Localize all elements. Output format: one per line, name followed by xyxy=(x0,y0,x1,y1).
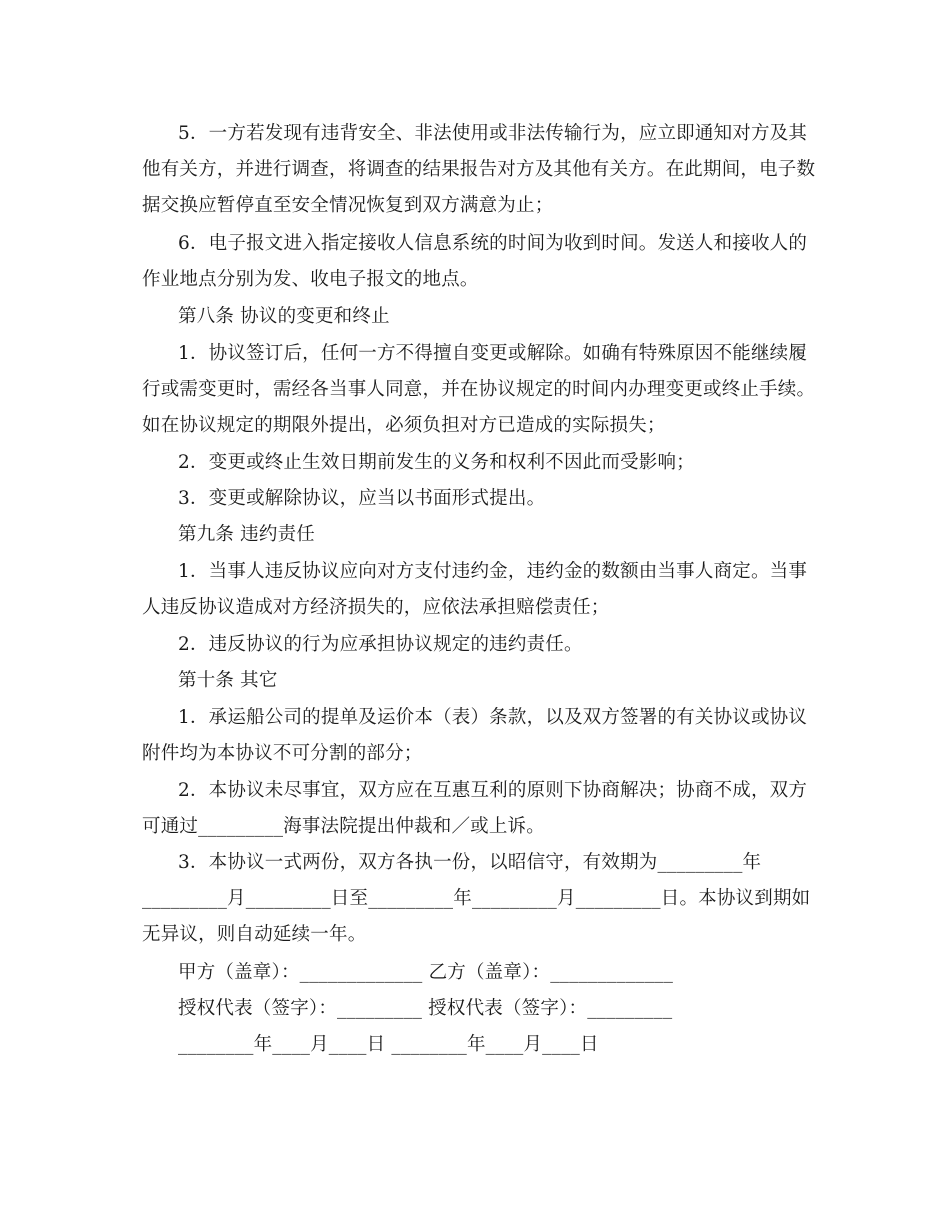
paragraph-line: 可通过_________海事法院提出仲裁和／或上诉。 xyxy=(142,816,545,837)
section-heading: 第八条 协议的变更和终止 xyxy=(178,306,390,327)
paragraph-line: 2．变更或终止生效日期前发生的义务和权利不因此而受影响； xyxy=(178,452,695,473)
paragraph-line: 1．承运船公司的提单及运价本（表）条款，以及双方签署的有关协议或协议 xyxy=(178,707,808,728)
paragraph-line: 人违反协议造成对方经济损失的，应依法承担赔偿责任； xyxy=(142,597,610,618)
signature-date-line: ________年____月____日 ________年____月____日 xyxy=(178,1034,599,1055)
paragraph-line: 6．电子报文进入指定接收人信息系统的时间为收到时间。发送人和接收人的 xyxy=(178,233,808,254)
section-heading: 第九条 违约责任 xyxy=(178,524,315,545)
paragraph-line: 3．变更或解除协议，应当以书面形式提出。 xyxy=(178,488,546,509)
section-heading: 第十条 其它 xyxy=(178,670,278,691)
paragraph-line: _________月_________日至_________年_________月_________日。本协议到期如 xyxy=(142,888,811,909)
paragraph-line: 作业地点分别为发、收电子报文的地点。 xyxy=(142,269,479,290)
paragraph-line: 1．当事人违反协议应向对方支付违约金，违约金的数额由当事人商定。当事 xyxy=(178,561,808,582)
signature-party-line: 甲方（盖章）：_____________ 乙方（盖章）：_____________ xyxy=(178,962,674,983)
paragraph-line: 2．本协议未尽事宜，双方应在互惠互利的原则下协商解决；协商不成，双方 xyxy=(178,780,808,801)
paragraph-line: 附件均为本协议不可分割的部分； xyxy=(142,743,423,764)
paragraph-line: 无异议，则自动延续一年。 xyxy=(142,924,367,945)
paragraph-line: 据交换应暂停直至安全情况恢复到双方满意为止； xyxy=(142,195,554,216)
paragraph-line: 5．一方若发现有违背安全、非法使用或非法传输行为，应立即通知对方及其 xyxy=(178,123,808,144)
paragraph-line: 行或需变更时，需经各当事人同意，并在协议规定的时间内办理变更或终止手续。 xyxy=(142,379,816,400)
paragraph-line: 1．协议签订后，任何一方不得擅自变更或解除。如确有特殊原因不能继续履 xyxy=(178,343,808,364)
paragraph-line: 如在协议规定的期限外提出，必须负担对方已造成的实际损失； xyxy=(142,415,666,436)
paragraph-line: 他有关方，并进行调查，将调查的结果报告对方及其他有关方。在此期间，电子数 xyxy=(142,159,816,180)
paragraph-line: 3．本协议一式两份，双方各执一份，以昭信守，有效期为_________年 xyxy=(178,852,762,873)
paragraph-line: 2．违反协议的行为应承担协议规定的违约责任。 xyxy=(178,634,583,655)
signature-representative-line: 授权代表（签字）：_________ 授权代表（签字）：_________ xyxy=(178,998,673,1019)
